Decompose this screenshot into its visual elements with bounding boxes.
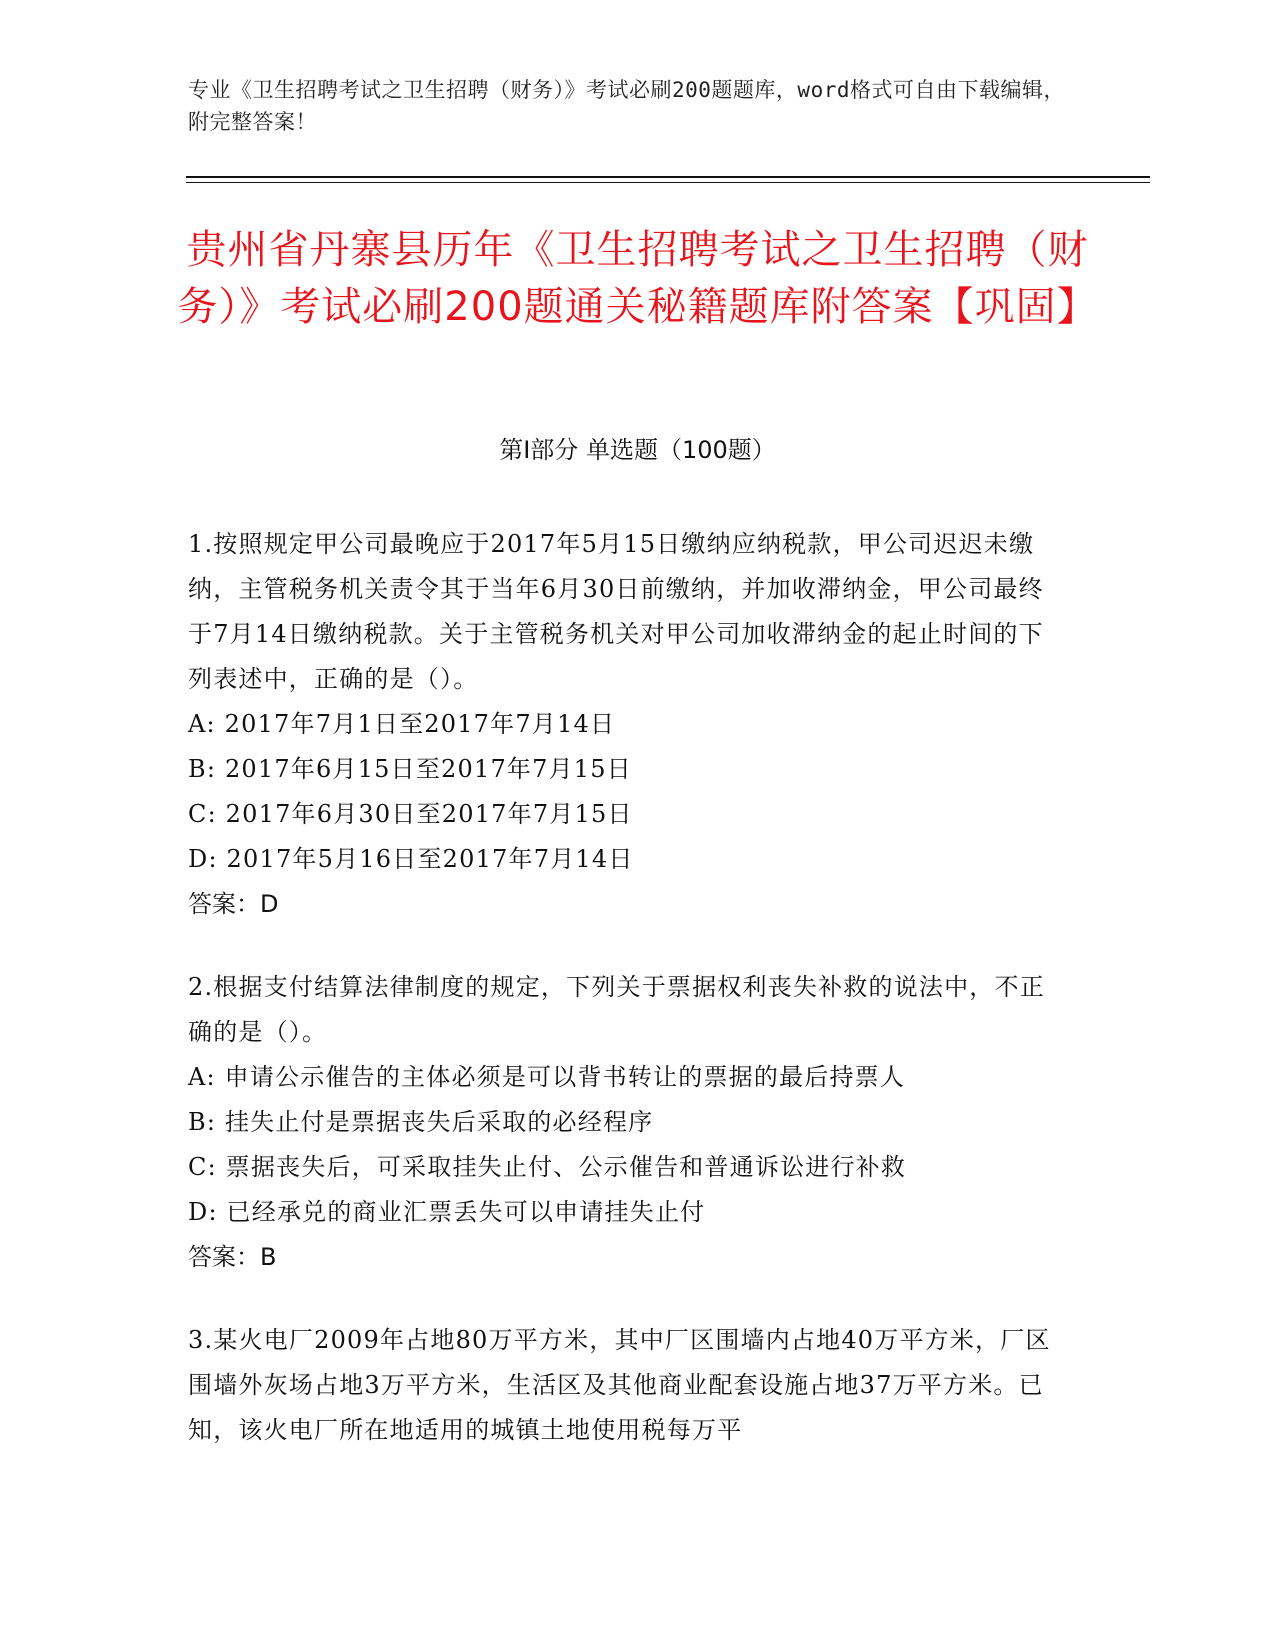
question-stem: 3.某火电厂2009年占地80万平方米，其中厂区围墙内占地40万平方米，厂区围墙外灰场占地3万平方米，生活区及其他商业配套设施占地37万平方米。已知，该火电厂所在地适用的城镇土地使用税每万平 [188, 1326, 1051, 1444]
option-c: C: 2017年6月30日至2017年7月15日 [188, 800, 633, 828]
question-list [188, 522, 1068, 1491]
document-title: 贵州省丹寨县历年《卫生招聘考试之卫生招聘（财务）》考试必刷200题通关秘籍题库附答案【巩固】 [177, 227, 1098, 330]
header-note: 专业《卫生招聘考试之卫生招聘（财务）》考试必刷200题题库，word格式可自由下载编辑，附完整答案！ [188, 78, 1065, 134]
section-title: 第Ⅰ部分 单选题（100题） [499, 436, 776, 464]
answer-label: 答案：B [188, 1243, 277, 1271]
answer-label: 答案：D [188, 890, 279, 918]
option-c: C: 票据丧失后，可采取挂失止付、公示催告和普通诉讼进行补救 [188, 1153, 907, 1181]
question-stem: 1.按照规定甲公司最晚应于2017年5月15日缴纳应纳税款，甲公司迟迟未缴纳，主管税务机关责令其于当年6月30日前缴纳，并加收滞纳金，甲公司最终于7月14日缴纳税款。关于主管税务机关对甲公司加收滞纳金的起止时间的下列表述中，正确的是（）。 [188, 530, 1044, 693]
header-divider-thin [186, 182, 1150, 183]
header-divider-thick [186, 176, 1150, 178]
option-d: D: 2017年5月16日至2017年7月14日 [188, 845, 634, 873]
question-3 [188, 1318, 1068, 1453]
question-stem: 2.根据支付结算法律制度的规定，下列关于票据权利丧失补救的说法中，不正确的是（）。 [188, 973, 1045, 1046]
option-b: B: 2017年6月15日至2017年7月15日 [188, 755, 632, 783]
option-d: D: 已经承兑的商业汇票丢失可以申请挂失止付 [188, 1198, 706, 1226]
question-1 [188, 522, 1068, 927]
option-a: A: 申请公示催告的主体必须是可以背书转让的票据的最后持票人 [188, 1063, 906, 1091]
option-b: B: 挂失止付是票据丧失后采取的必经程序 [188, 1108, 654, 1136]
question-2 [188, 965, 1068, 1280]
option-a: A: 2017年7月1日至2017年7月14日 [188, 710, 616, 738]
